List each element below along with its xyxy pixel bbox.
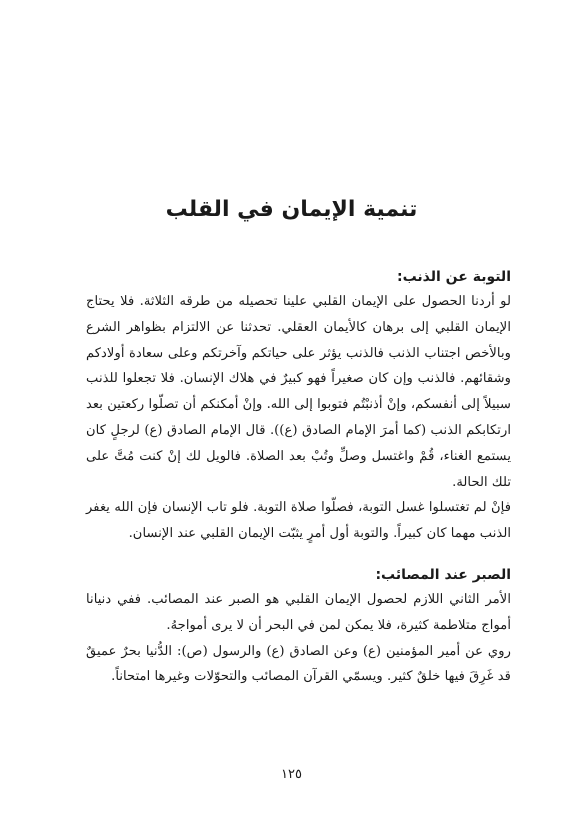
- section-repentance-body: [86, 289, 511, 547]
- page-body: [86, 265, 511, 690]
- paragraph: لو أردنا الحصول على الإيمان القلبي علينا تحصيله من طرقه الثلاثة. فلا يحتاج الإيمان القلبي إلى برهان كالأيمان العقلي. تحدثنا عن الالتزام بظواهر الشرع وبالأخص اجتناب الذنب فالذنب يؤثر على حياتكم وآخرتكم وعلى سعادة أولادكم وشقائهم. فالذنب وإن كان صغيراً فهو كبيرٌ في هلاك الإنسان. فلا تجعلوا للذنب سبيلاً إلى أنفسكم، وإنْ أذنبْتُم فتوبوا إلى الله. وإنْ أمكنكم أن تصلّوا ركعتين بعد ارتكابكم الذنب (كما أمرَ الإمام الصادق (ع)). قال الإمام الصادق (ع) لرجلٍ كان يستمع الغناء، قُمْ واغتسل وصلِّ وتُبْ بعد الصلاة. فالويل لك إنْ كنت مُتَّ على تلك الحالة.: [86, 294, 511, 490]
- paragraph: الأمر الثاني اللازم لحصول الإيمان القلبي هو الصبر عند المصائب. ففي دنيانا أمواج متلاطمة كثيرة، فلا يمكن لمن في البحر أن لا يرى أمواجهُ.: [86, 591, 511, 633]
- paragraph: فإنْ لم تغتسلوا غسل التوبة، فصلّوا صلاة التوبة. فلو تاب الإنسان فإن الله يغفر الذنب مهما كان كبيراً. والتوبة أول أمرٍ يثبّت الإيمان القلبي عند الإنسان.: [86, 500, 511, 542]
- section-patience-body: [86, 587, 511, 690]
- page-number: ١٢٥: [281, 767, 302, 782]
- section-heading-patience: الصبر عند المصائب:: [375, 566, 511, 583]
- paragraph: روي عن أمير المؤمنين (ع) وعن الصادق (ع) والرسول (ص): الدُّنيا بحرٌ عميقٌ قد غَرِقَ فيها خلقٌ كثير. ويسمّي القرآن المصائب والتحوّلات وغيرها امتحاناً.: [86, 643, 511, 685]
- page-title: تنمية الإيمان في القلب: [165, 197, 418, 222]
- section-heading-repentance: التوبة عن الذنب:: [396, 269, 511, 285]
